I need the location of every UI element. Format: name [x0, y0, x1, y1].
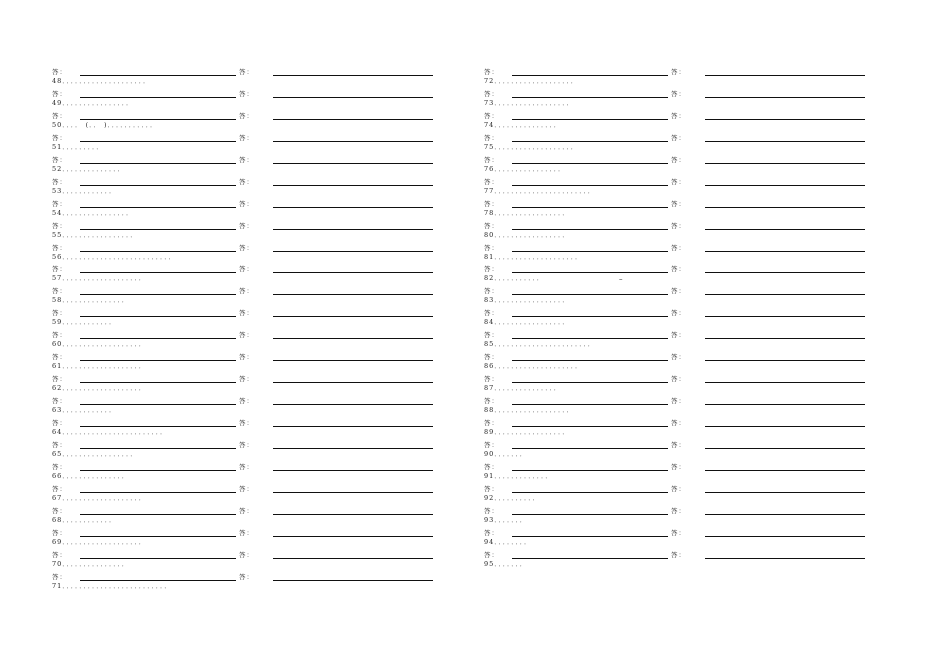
question-block [52, 547, 442, 569]
answer-label: 答： [239, 550, 254, 559]
question-block [484, 261, 874, 283]
answer-label: 答： [52, 309, 67, 318]
answer-label: 答： [484, 243, 499, 252]
question-text: 88．．．．．．．．．．．．．．．．．． [484, 406, 575, 415]
question-text: 50．．．． (．． )．．．．．．．．．．． [52, 120, 158, 129]
answer-label: 答： [239, 265, 254, 274]
question-block [484, 437, 874, 459]
question-text: 83．．．．．．．．．．．．．．．．． [484, 296, 570, 305]
answer-label: 答： [52, 506, 67, 515]
question-block [52, 569, 442, 591]
answer-blank[interactable] [705, 558, 865, 559]
answer-label: 答： [239, 68, 254, 76]
question-block [484, 415, 874, 437]
question-block [484, 196, 874, 218]
question-block [484, 459, 874, 481]
question-block [52, 261, 442, 283]
question-block [484, 108, 874, 130]
question-text: 60．．．．．．．．．．．．．．．．．．． [52, 340, 147, 349]
question-block [52, 86, 442, 108]
answer-label: 答： [52, 265, 67, 274]
question-text: 76．．．．．．．．．．．．．．．． [484, 164, 566, 173]
question-text: 64．．．．．．．．．．．．．．．．．．．．．．．． [52, 428, 168, 436]
answer-label: 答： [671, 484, 686, 493]
answer-label: 答： [52, 484, 67, 493]
answer-blank[interactable] [705, 426, 865, 427]
question-text: 49．．．．．．．．．．．．．．．． [52, 98, 134, 107]
question-text: 92．．．．．．．．．． [484, 493, 541, 502]
answer-label: 答： [52, 419, 67, 427]
question-text: 70．．．．．．．．．．．．．．． [52, 559, 130, 568]
answer-label: 答： [52, 111, 67, 120]
answer-blank[interactable] [705, 514, 865, 515]
question-text: 51．．．．．．．．． [52, 142, 104, 151]
question-block [484, 218, 874, 240]
answer-label: 答： [239, 133, 254, 142]
answer-label: 答： [484, 397, 499, 406]
answer-blank[interactable] [705, 294, 865, 295]
question-text: 82．．．．．．．．．．． [484, 274, 545, 283]
question-block [52, 152, 442, 174]
answer-label: 答： [484, 68, 499, 76]
question-text: 77．．．．．．．．．．．．．．．．．．．．．．． [484, 186, 596, 195]
answer-blank[interactable] [273, 229, 433, 230]
answer-label: 答： [239, 199, 254, 208]
answer-label: 答： [52, 375, 67, 384]
answer-blank[interactable] [273, 207, 433, 208]
answer-blank[interactable] [273, 492, 433, 493]
answer-label: 答： [239, 221, 254, 230]
answer-label: 答： [52, 221, 67, 230]
answer-blank[interactable] [512, 514, 668, 515]
answer-label: 答： [52, 133, 67, 142]
answer-label: 答： [239, 353, 254, 362]
question-block [52, 503, 442, 525]
question-text: 57．．．．．．．．．．．．．．．．．．． [52, 274, 147, 283]
answer-label: 答： [671, 506, 686, 515]
answer-label: 答： [239, 506, 254, 515]
question-block [484, 503, 874, 525]
answer-label: 答： [52, 331, 67, 340]
question-block [484, 349, 874, 371]
answer-label: 答： [484, 309, 499, 318]
answer-label: 答： [671, 89, 686, 98]
answer-blank[interactable] [705, 448, 865, 449]
question-text: 52．．．．．．．．．．．．．． [52, 164, 126, 173]
answer-row [484, 503, 874, 516]
answer-label: 答： [671, 177, 686, 186]
question-block [484, 130, 874, 152]
question-block [484, 240, 874, 262]
question-block [52, 196, 442, 218]
question-block [52, 481, 442, 503]
answer-blank[interactable] [273, 185, 433, 186]
question-text: 48．．．．．．．．．．．．．．．．．．．． [52, 77, 151, 85]
answer-label: 答： [671, 397, 686, 406]
answer-blank[interactable] [273, 251, 433, 252]
answer-label: 答： [239, 397, 254, 406]
answer-blank[interactable] [273, 470, 433, 471]
answer-label: 答： [671, 287, 686, 296]
answer-blank[interactable] [512, 558, 668, 559]
question-block [52, 108, 442, 130]
left-answer-column [52, 64, 442, 591]
answer-label: 答： [52, 572, 67, 581]
answer-label: 答： [671, 331, 686, 340]
answer-label: 答： [671, 550, 686, 559]
question-text: 85．．．．．．．．．．．．．．．．．．．．．．． [484, 340, 596, 349]
question-block [484, 393, 874, 415]
answer-blank[interactable] [705, 163, 865, 164]
answer-blank[interactable] [705, 382, 865, 383]
question-text: 71．．．．．．．．．．．．．．．．．．．．．．．．． [52, 581, 172, 590]
question-text: 56．．．．．．．．．．．．．．．．．．．．．．．．．． [52, 252, 177, 261]
question-text: 94．．．．．．．． [484, 537, 532, 546]
question-block [52, 174, 442, 196]
answer-blank[interactable] [273, 75, 433, 76]
question-text: 63．．．．．．．．．．．． [52, 406, 117, 415]
answer-label: 答： [52, 462, 67, 471]
answer-label: 答： [52, 68, 67, 76]
answer-label: 答： [239, 243, 254, 252]
question-text: 84．．．．．．．．．．．．．．．．． [484, 318, 570, 327]
answer-label: 答： [484, 353, 499, 362]
answer-blank[interactable] [705, 207, 865, 208]
answer-label: 答： [484, 462, 499, 471]
answer-blank[interactable] [273, 558, 433, 559]
answer-blank[interactable] [273, 448, 433, 449]
answer-blank[interactable] [705, 536, 865, 537]
answer-label: 答： [239, 528, 254, 537]
question-text: 75．．．．．．．．．．．．．．．．．．． [484, 142, 579, 151]
question-block [484, 481, 874, 503]
question-block [484, 86, 874, 108]
answer-blank[interactable] [273, 426, 433, 427]
question-block [52, 459, 442, 481]
answer-blank[interactable] [705, 119, 865, 120]
question-block [52, 525, 442, 547]
answer-blank[interactable] [705, 185, 865, 186]
answer-row [52, 130, 442, 143]
question-text: 78．．．．．．．．．．．．．．．．． [484, 208, 570, 217]
question-text: 54．．．．．．．．．．．．．．．． [52, 208, 134, 217]
answer-label: 答： [484, 506, 499, 515]
answer-label: 答： [671, 419, 686, 427]
answer-label: 答： [239, 309, 254, 318]
question-block [484, 64, 874, 86]
answer-blank[interactable] [705, 470, 865, 471]
answer-label: 答： [239, 375, 254, 384]
answer-label: 答： [671, 265, 686, 274]
question-text: 91．．．．．．．．．．．．． [484, 471, 553, 480]
answer-label: 答： [484, 550, 499, 559]
answer-label: 答： [52, 199, 67, 208]
answer-blank[interactable] [705, 272, 865, 273]
question-block [484, 174, 874, 196]
question-text: 89．．．．．．．．．．．．．．．．． [484, 428, 570, 436]
question-text: 73．．．．．．．．．．．．．．．．．． [484, 98, 575, 107]
answer-label: 答： [239, 440, 254, 449]
dash-mark: – [619, 275, 623, 283]
answer-row [484, 547, 874, 560]
answer-label: 答： [671, 440, 686, 449]
question-block [52, 64, 442, 86]
answer-label: 答： [484, 111, 499, 120]
answer-label: 答： [52, 177, 67, 186]
question-text: 58．．．．．．．．．．．．．．． [52, 296, 130, 305]
answer-blank[interactable] [273, 97, 433, 98]
question-text: 90．．．．．．． [484, 449, 528, 458]
answer-blank[interactable] [273, 338, 433, 339]
answer-label: 答： [671, 68, 686, 76]
answer-blank[interactable] [273, 382, 433, 383]
answer-label: 答： [52, 397, 67, 406]
question-block [52, 327, 442, 349]
answer-label: 答： [239, 331, 254, 340]
answer-label: 答： [671, 375, 686, 384]
question-text: 95．．．．．．． [484, 559, 528, 568]
question-block [52, 240, 442, 262]
answer-label: 答： [671, 309, 686, 318]
question-block [484, 327, 874, 349]
question-text: 93．．．．．．． [484, 515, 528, 524]
answer-label: 答： [52, 528, 67, 537]
answer-blank[interactable] [705, 229, 865, 230]
answer-row [484, 481, 874, 494]
question-text: 86．．．．．．．．．．．．．．．．．．．． [484, 362, 583, 371]
answer-label: 答： [239, 155, 254, 164]
answer-label: 答： [239, 287, 254, 296]
question-text: 80．．．．．．．．．．．．．．．．． [484, 230, 570, 239]
answer-row [484, 437, 874, 450]
right-answer-column [484, 64, 874, 569]
question-text: 66．．．．．．．．．．．．．．． [52, 471, 130, 480]
answer-label: 答： [484, 155, 499, 164]
answer-blank[interactable] [705, 316, 865, 317]
answer-label: 答： [671, 528, 686, 537]
question-text: 72．．．．．．．．．．．．．．．．．．． [484, 77, 579, 85]
answer-label: 答： [239, 462, 254, 471]
answer-label: 答： [671, 133, 686, 142]
question-block [52, 415, 442, 437]
answer-label: 答： [239, 419, 254, 427]
answer-blank[interactable] [512, 448, 668, 449]
question-block [484, 371, 874, 393]
answer-label: 答： [484, 177, 499, 186]
answer-blank[interactable] [705, 251, 865, 252]
answer-blank[interactable] [273, 163, 433, 164]
question-block [52, 130, 442, 152]
answer-label: 答： [671, 243, 686, 252]
answer-blank[interactable] [273, 141, 433, 142]
answer-label: 答： [484, 199, 499, 208]
answer-row [484, 525, 874, 538]
question-block [52, 218, 442, 240]
answer-label: 答： [484, 221, 499, 230]
answer-label: 答： [484, 287, 499, 296]
question-block [52, 393, 442, 415]
question-text: 81．．．．．．．．．．．．．．．．．．．． [484, 252, 583, 261]
answer-blank[interactable] [705, 141, 865, 142]
question-block [484, 152, 874, 174]
answer-blank[interactable] [273, 294, 433, 295]
answer-label: 答： [52, 440, 67, 449]
answer-label: 答： [484, 265, 499, 274]
question-block [52, 305, 442, 327]
answer-blank[interactable] [705, 97, 865, 98]
answer-label: 答： [52, 287, 67, 296]
answer-label: 答： [484, 89, 499, 98]
answer-label: 答： [239, 572, 254, 581]
question-block [484, 547, 874, 569]
question-text: 59．．．．．．．．．．．． [52, 318, 117, 327]
answer-label: 答： [239, 111, 254, 120]
answer-blank[interactable] [705, 75, 865, 76]
question-text: 87．．．．．．．．．．．．．．． [484, 384, 562, 393]
answer-label: 答： [239, 484, 254, 493]
answer-label: 答： [484, 440, 499, 449]
answer-label: 答： [52, 155, 67, 164]
answer-label: 答： [484, 528, 499, 537]
answer-label: 答： [671, 199, 686, 208]
answer-label: 答： [671, 462, 686, 471]
answer-blank[interactable] [273, 404, 433, 405]
question-text: 55．．．．．．．．．．．．．．．．． [52, 230, 138, 239]
answer-label: 答： [52, 353, 67, 362]
answer-blank[interactable] [273, 272, 433, 273]
question-text: 62．．．．．．．．．．．．．．．．．．． [52, 384, 147, 393]
answer-label: 答： [484, 331, 499, 340]
answer-blank[interactable] [273, 536, 433, 537]
answer-blank[interactable] [273, 580, 433, 581]
answer-label: 答： [239, 89, 254, 98]
answer-label: 答： [52, 89, 67, 98]
answer-blank[interactable] [512, 536, 668, 537]
answer-blank[interactable] [705, 492, 865, 493]
answer-label: 答： [484, 419, 499, 427]
answer-label: 答： [671, 155, 686, 164]
answer-label: 答： [52, 243, 67, 252]
answer-label: 答： [671, 111, 686, 120]
answer-blank[interactable] [273, 119, 433, 120]
question-block [52, 371, 442, 393]
answer-label: 答： [52, 550, 67, 559]
question-text: 65．．．．．．．．．．．．．．．．． [52, 449, 138, 458]
answer-label: 答： [484, 375, 499, 384]
answer-blank[interactable] [705, 338, 865, 339]
question-text: 67．．．．．．．．．．．．．．．．．．． [52, 493, 147, 502]
question-block [52, 437, 442, 459]
answer-label: 答： [239, 177, 254, 186]
answer-blank[interactable] [273, 360, 433, 361]
question-block [52, 283, 442, 305]
question-text: 69．．．．．．．．．．．．．．．．．．． [52, 537, 147, 546]
question-block [484, 305, 874, 327]
question-text: 61．．．．．．．．．．．．．．．．．．． [52, 362, 147, 371]
answer-label: 答： [484, 133, 499, 142]
answer-label: 答： [671, 353, 686, 362]
question-block [484, 283, 874, 305]
question-text: 74．．．．．．．．．．．．．．． [484, 120, 562, 129]
answer-blank[interactable] [705, 360, 865, 361]
question-text: 53．．．．．．．．．．．． [52, 186, 117, 195]
answer-blank[interactable] [705, 404, 865, 405]
answer-label: 答： [671, 221, 686, 230]
answer-label: 答： [484, 484, 499, 493]
answer-blank[interactable] [273, 514, 433, 515]
answer-blank[interactable] [273, 316, 433, 317]
question-block [484, 525, 874, 547]
question-text: 68．．．．．．．．．．．． [52, 515, 117, 524]
question-block [52, 349, 442, 371]
